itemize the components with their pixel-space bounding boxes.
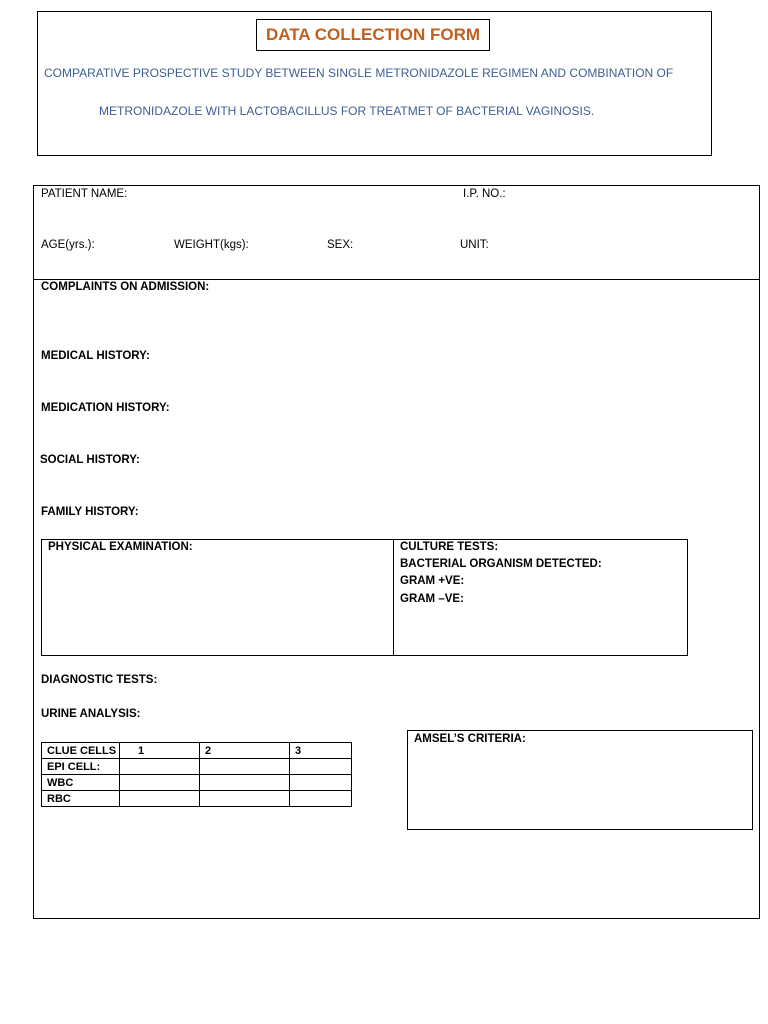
table-cell[interactable] [290,759,352,775]
table-header-cell: 1 [120,743,200,759]
examination-box [41,539,688,656]
medical-history-label: MEDICAL HISTORY: [41,350,150,362]
table-row-label: WBC [42,775,120,791]
age-label: AGE(yrs.): [41,239,95,251]
study-title-line-2: METRONIDAZOLE WITH LACTOBACILLUS FOR TREATMET OF BACTERIAL VAGINOSIS. [99,104,595,118]
table-row [42,791,352,807]
patient-name-label: PATIENT NAME: [41,188,128,200]
table-row-label: EPI CELL: [42,759,120,775]
physical-examination-label: PHYSICAL EXAMINATION: [48,541,193,553]
table-row [42,759,352,775]
diagnostic-tests-label: DIAGNOSTIC TESTS: [41,674,158,686]
study-title-line-1: COMPARATIVE PROSPECTIVE STUDY BETWEEN SINGLE METRONIDAZOLE REGIMEN AND COMBINATION OF [44,66,674,80]
amsel-criteria-label: AMSEL’S CRITERIA: [414,733,526,745]
table-cell[interactable] [200,759,290,775]
gram-negative-label: GRAM –VE: [400,593,464,605]
table-cell[interactable] [120,791,200,807]
weight-label: WEIGHT(kgs): [174,239,249,251]
table-header-cell: 2 [200,743,290,759]
examination-divider [393,539,394,656]
culture-tests-label: CULTURE TESTS: [400,541,499,553]
social-history-label: SOCIAL HISTORY: [40,454,140,466]
table-row [42,775,352,791]
medication-history-label: MEDICATION HISTORY: [41,402,170,414]
table-cell[interactable] [200,791,290,807]
table-row [42,743,352,759]
table-cell[interactable] [290,775,352,791]
urine-analysis-label: URINE ANALYSIS: [41,708,141,720]
amsel-criteria-box [407,730,753,830]
urine-analysis-table [41,742,352,807]
ip-number-label: I.P. NO.: [463,188,506,200]
table-cell[interactable] [290,791,352,807]
table-cell[interactable] [120,759,200,775]
patient-info-divider [33,279,760,280]
sex-label: SEX: [327,239,354,251]
table-row-label: RBC [42,791,120,807]
complaints-label: COMPLAINTS ON ADMISSION: [41,281,210,293]
table-cell[interactable] [200,775,290,791]
table-cell[interactable] [120,775,200,791]
form-title: DATA COLLECTION FORM [256,19,490,51]
table-header-cell: CLUE CELLS [42,743,120,759]
bacterial-organism-label: BACTERIAL ORGANISM DETECTED: [400,558,602,570]
gram-positive-label: GRAM +VE: [400,575,465,587]
table-header-cell: 3 [290,743,352,759]
family-history-label: FAMILY HISTORY: [41,506,139,518]
unit-label: UNIT: [460,239,489,251]
